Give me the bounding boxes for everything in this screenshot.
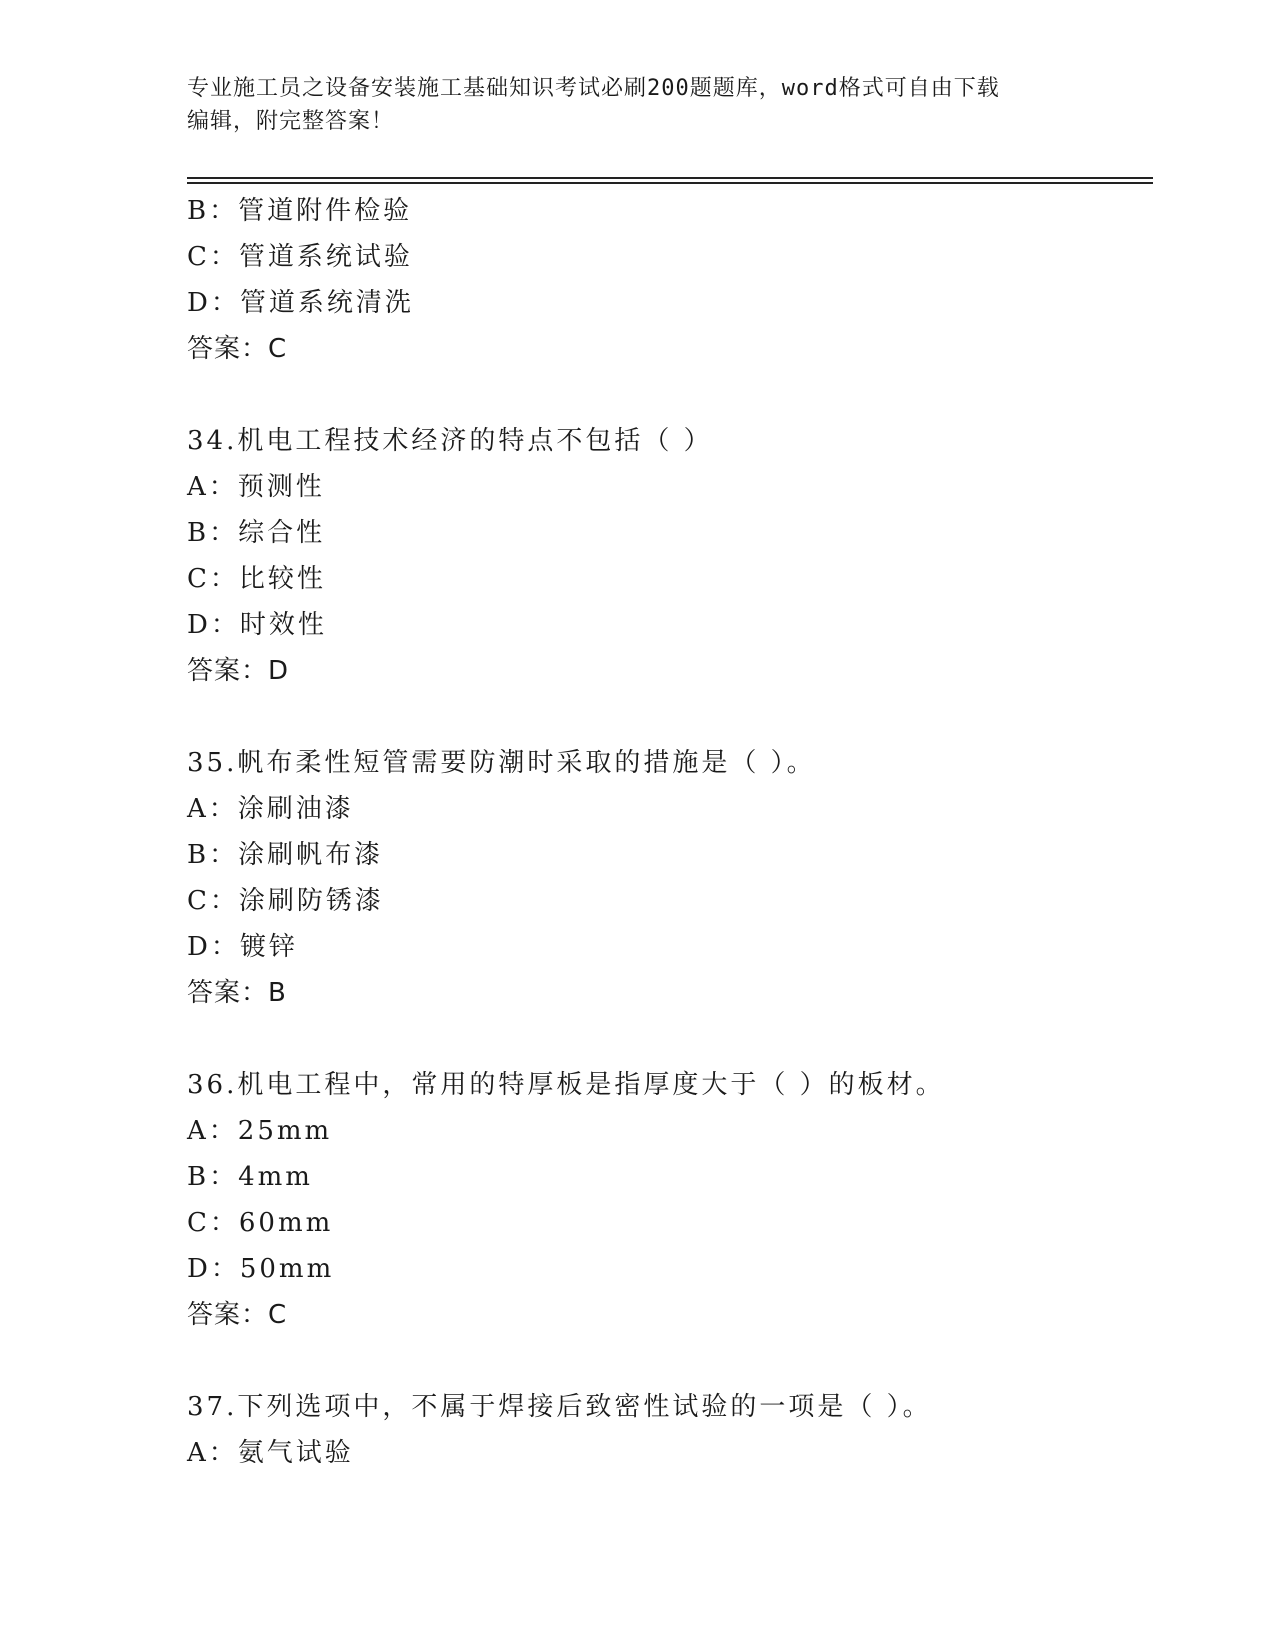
option-b: B：4mm [187, 1162, 313, 1192]
question-text: 35.帆布柔性短管需要防潮时采取的措施是（ ）。 [187, 748, 816, 778]
option-d: D：镀锌 [187, 932, 298, 962]
option-c: C：涂刷防锈漆 [187, 886, 384, 916]
question-37 [187, 1384, 1153, 1476]
document-header [187, 72, 1067, 138]
question-text: 37.下列选项中，不属于焊接后致密性试验的一项是（ ）。 [187, 1392, 932, 1422]
option-b: B：涂刷帆布漆 [187, 840, 384, 870]
option-a: A：预测性 [187, 472, 325, 502]
option-b: B：综合性 [187, 518, 326, 548]
option-b: B：管道附件检验 [187, 196, 413, 226]
answer: 答案：C [187, 1300, 288, 1330]
option-c: C：比较性 [187, 564, 326, 594]
option-c: C：60mm [187, 1208, 334, 1238]
option-a: A：25mm [187, 1116, 333, 1146]
option-d: D：50mm [187, 1254, 335, 1284]
option-a: A：涂刷油漆 [187, 794, 354, 824]
question-list [187, 188, 1153, 1476]
spacer [187, 694, 1153, 740]
question-33 [187, 188, 1153, 372]
header-line-2: 编辑，附完整答案！ [187, 109, 395, 134]
question-36 [187, 1062, 1153, 1338]
header-divider-bottom [187, 182, 1153, 184]
answer: 答案：D [187, 656, 290, 686]
question-34 [187, 418, 1153, 694]
option-d: D：时效性 [187, 610, 327, 640]
option-a: A：氨气试验 [187, 1438, 354, 1468]
answer: 答案：B [187, 978, 287, 1008]
header-divider-top [187, 177, 1153, 179]
option-c: C：管道系统试验 [187, 242, 413, 272]
header-line-1: 专业施工员之设备安装施工基础知识考试必刷200题题库，word格式可自由下载 [187, 76, 1000, 101]
spacer [187, 1016, 1153, 1062]
spacer [187, 372, 1153, 418]
spacer [187, 1338, 1153, 1384]
question-text: 34.机电工程技术经济的特点不包括（ ） [187, 426, 713, 456]
question-text: 36.机电工程中，常用的特厚板是指厚度大于（ ）的板材。 [187, 1070, 945, 1100]
question-35 [187, 740, 1153, 1016]
option-d: D：管道系统清洗 [187, 288, 414, 318]
answer: 答案：C [187, 334, 288, 364]
